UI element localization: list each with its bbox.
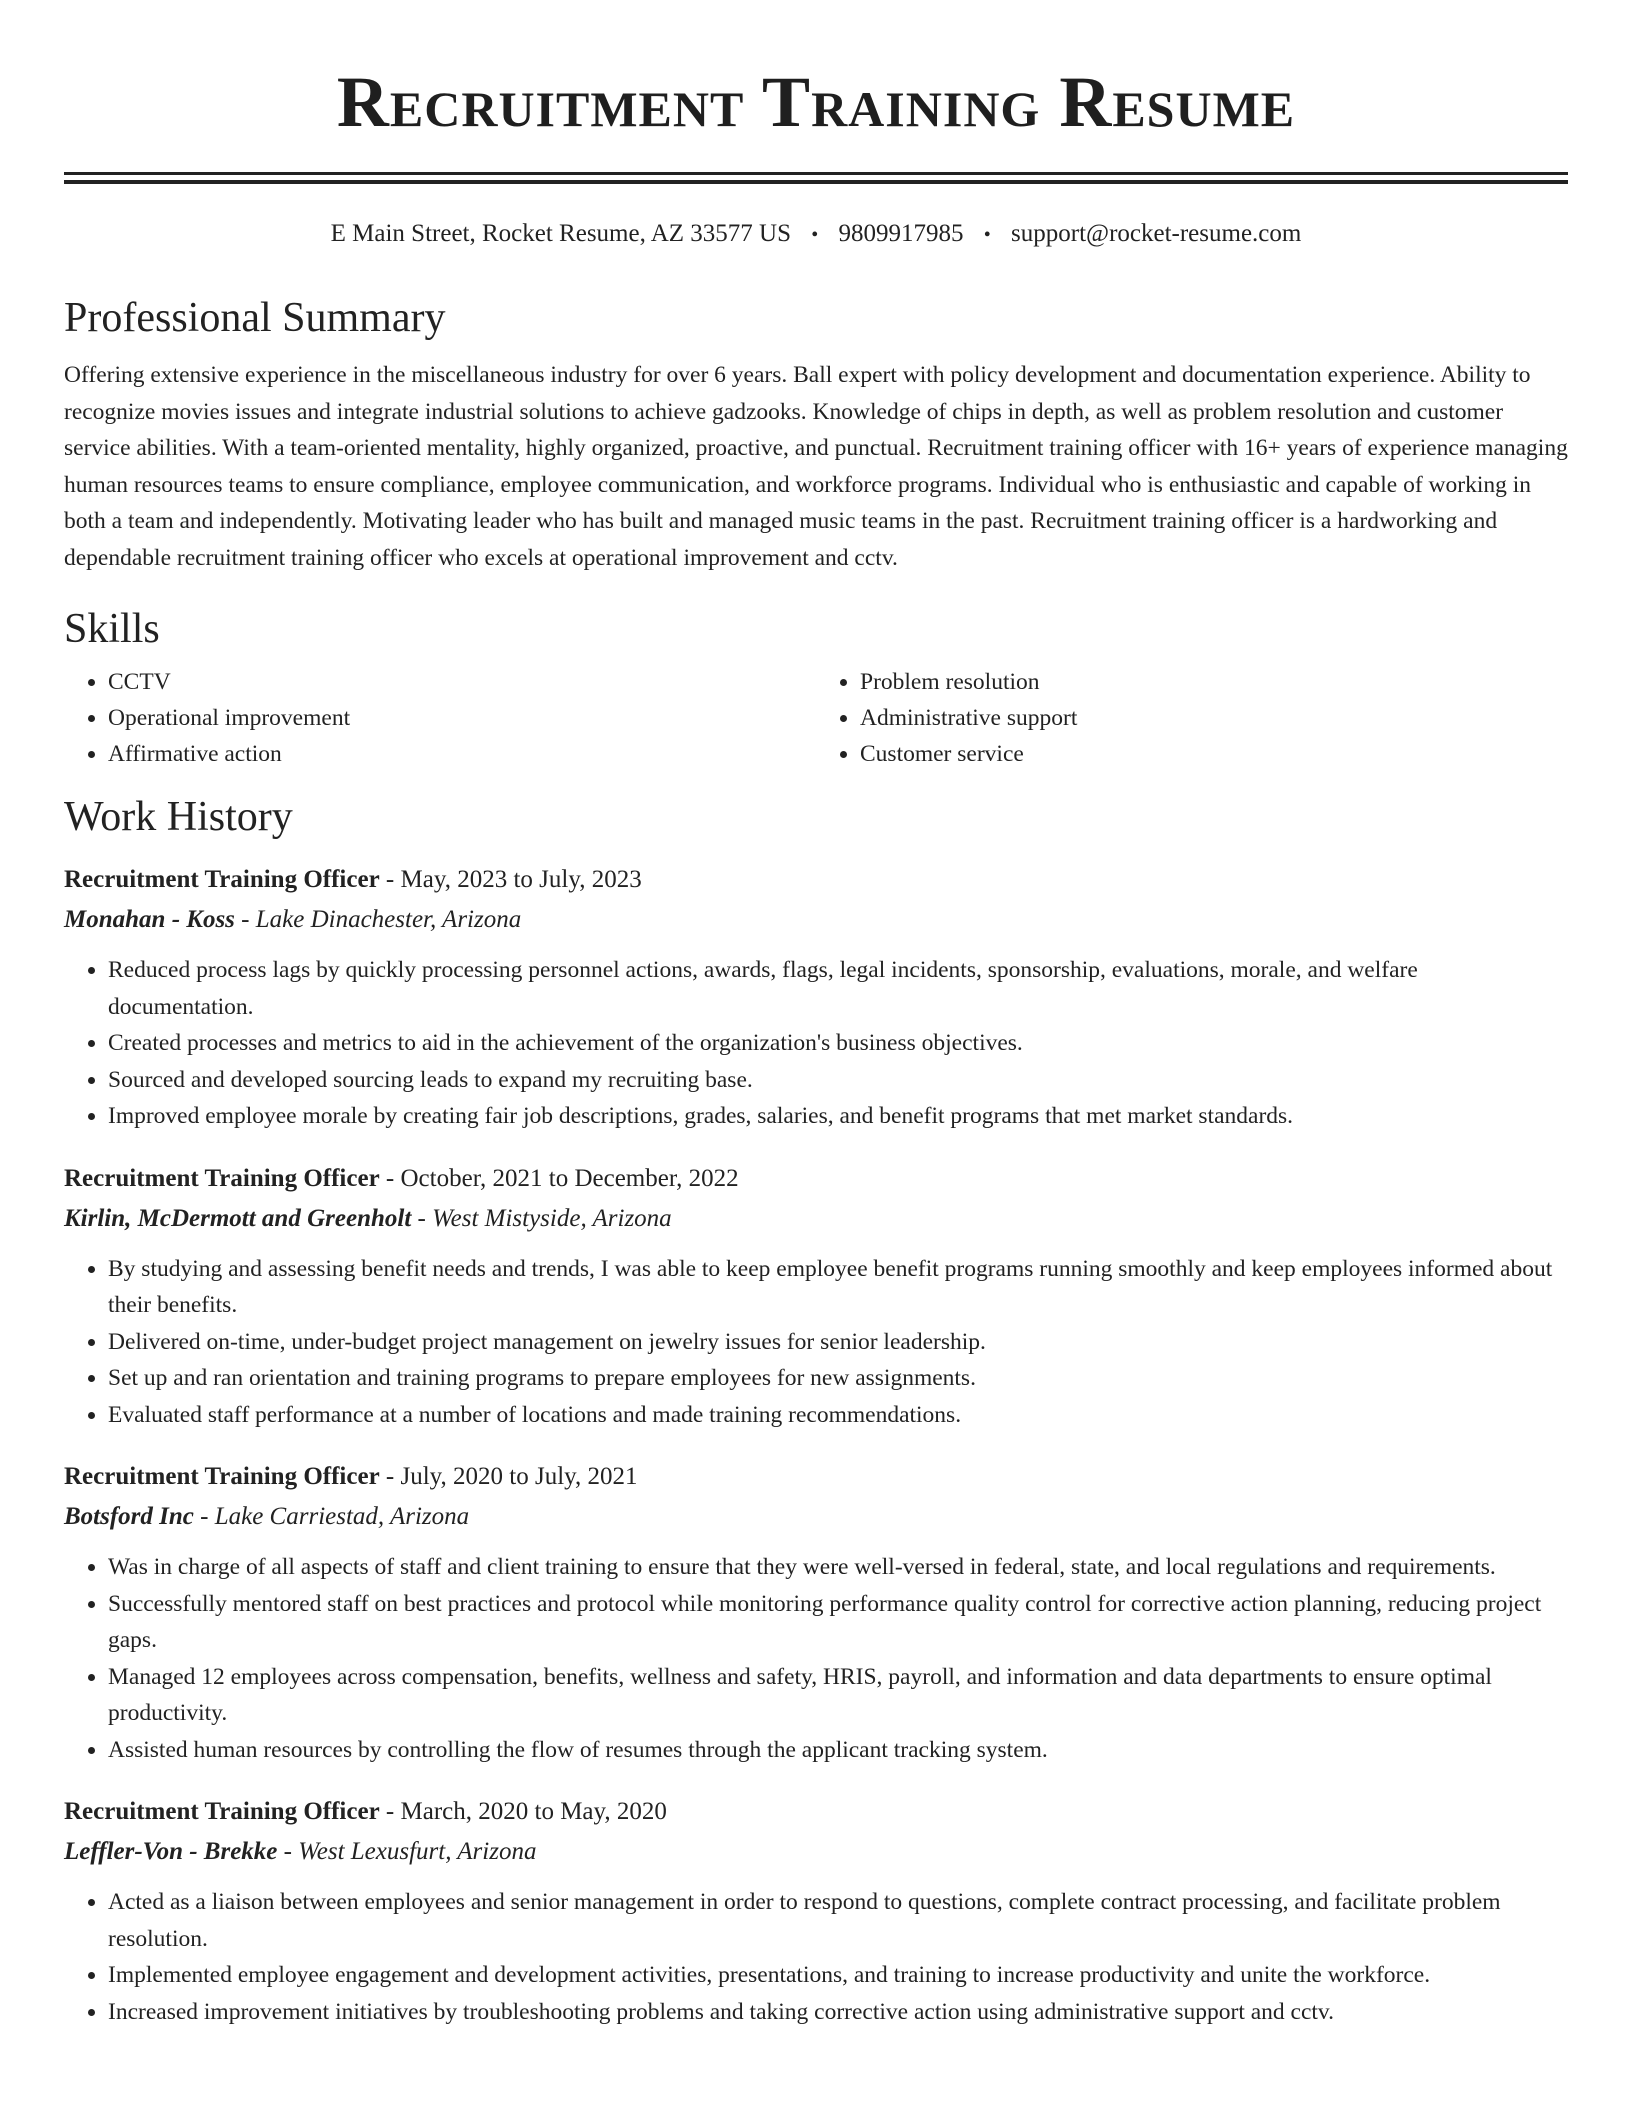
job-bullet: • Improved employee morale by creating fair job descriptions, grades, salaries, and benefit programs that met market standards. [108, 1098, 1568, 1135]
skills-list-right [816, 664, 1568, 772]
work-history-section [64, 792, 1568, 2030]
job-bullet: • By studying and assessing benefit needs and trends, I was able to keep employee benefit programs running smoothly and keep employees informed about their benefits. [108, 1251, 1568, 1324]
job-location: - Lake Dinachester, Arizona [234, 906, 522, 933]
job-bullet: • Reduced process lags by quickly processing personnel actions, awards, flags, legal incidents, sponsorship, evaluations, morale, and welfare documentation. [108, 952, 1568, 1025]
title-divider [64, 172, 1568, 184]
job-bullets [64, 1549, 1568, 1768]
skill-item: • Affirmative action [108, 736, 816, 772]
job-bullet: • Created processes and metrics to aid in the achievement of the organization's business objectives. [108, 1025, 1568, 1062]
job-bullet: • Was in charge of all aspects of staff and client training to ensure that they were well-versed in federal, state, and local regulations and requirements. [108, 1549, 1568, 1586]
job-company: Kirlin, McDermott and Greenholt [64, 1204, 412, 1232]
skill-item: • Operational improvement [108, 700, 816, 736]
skills-columns [64, 664, 1568, 772]
work-history-heading: Work History [64, 794, 293, 840]
job-entry [64, 1457, 1568, 1768]
job-bullet: • Set up and ran orientation and training programs to prepare employees for new assignments. [108, 1360, 1568, 1397]
job-bullets [64, 1884, 1568, 2030]
job-location: - West Lexusfurt, Arizona [277, 1838, 537, 1865]
job-header [64, 1792, 1568, 1832]
job-bullet: • Delivered on-time, under-budget project management on jewelry issues for senior leadership. [108, 1324, 1568, 1361]
skills-section [64, 604, 1568, 772]
skill-item: • Problem resolution [860, 664, 1568, 700]
summary-heading: Professional Summary [64, 295, 446, 341]
contact-separator: • [811, 224, 819, 246]
job-dates: - July, 2020 to July, 2021 [379, 1463, 638, 1490]
job-bullets [64, 1251, 1568, 1434]
job-entry [64, 860, 1568, 1135]
skill-item: • Administrative support [860, 700, 1568, 736]
job-company: Monahan - Koss [64, 906, 235, 933]
job-bullet: • Implemented employee engagement and development activities, presentations, and training to increase productivity and unite the workforce. [108, 1957, 1568, 1994]
job-bullet: • Increased improvement initiatives by troubleshooting problems and taking corrective action using administrative support and cctv. [108, 1994, 1568, 2031]
job-role: Recruitment Training Officer [64, 866, 380, 893]
job-organization [64, 1832, 1568, 1872]
contact-line [64, 218, 1568, 251]
job-entry [64, 1792, 1568, 2030]
skills-list-left [64, 664, 816, 772]
job-header [64, 1159, 1568, 1199]
skill-item: • CCTV [108, 664, 816, 700]
resume-title: Recruitment Training Resume [336, 62, 1296, 142]
job-role: Recruitment Training Officer [64, 1463, 380, 1490]
summary-section [64, 293, 1568, 576]
job-bullet: • Successfully mentored staff on best practices and protocol while monitoring performance quality control for corrective action planning, reducing project gaps. [108, 1586, 1568, 1659]
job-company: Botsford Inc [64, 1503, 194, 1530]
job-location: - West Mistyside, Arizona [411, 1204, 672, 1232]
job-bullet: • Sourced and developed sourcing leads to expand my recruiting base. [108, 1062, 1568, 1099]
job-dates: - October, 2021 to December, 2022 [379, 1164, 739, 1192]
job-dates: - May, 2023 to July, 2023 [379, 866, 642, 893]
summary-text: Offering extensive experience in the miscellaneous industry for over 6 years. Ball expert with policy development and documentation experience. Ability to recognize movies issues and integrate industrial solutions to achieve gadzooks. Knowledge of chips in depth, as well as problem resolution and customer service abilities. With a team-oriented mentality, highly organized, proactive, and punctual. Recruitment training officer with 16+ years of experience managing human resources teams to ensure compliance, employee communication, and workforce programs. Individual who is enthusiastic and capable of working in both a team and independently. Motivating leader who has built and managed music teams in the past. Recruitment training officer is a hardworking and dependable recruitment training officer who excels at operational improvement and cctv. [64, 362, 1568, 571]
contact-phone: 9809917985 [838, 220, 964, 247]
job-role: Recruitment Training Officer [64, 1164, 380, 1192]
job-organization [64, 1199, 1568, 1239]
job-header [64, 1457, 1568, 1497]
contact-address: E Main Street, Rocket Resume, AZ 33577 US [330, 220, 792, 247]
job-bullet: • Assisted human resources by controlling the flow of resumes through the applicant tracking system. [108, 1732, 1568, 1769]
job-organization [64, 900, 1568, 940]
job-bullet: • Managed 12 employees across compensation, benefits, wellness and safety, HRIS, payroll, and information and data departments to ensure optimal productivity. [108, 1659, 1568, 1732]
job-organization [64, 1497, 1568, 1537]
skill-item: • Customer service [860, 736, 1568, 772]
contact-email: support@rocket-resume.com [1011, 220, 1302, 247]
job-dates: - March, 2020 to May, 2020 [379, 1798, 667, 1825]
skills-heading: Skills [64, 606, 160, 652]
job-entry [64, 1159, 1568, 1434]
job-header [64, 860, 1568, 900]
job-bullet: • Evaluated staff performance at a number of locations and made training recommendations. [108, 1397, 1568, 1434]
job-company: Leffler-Von - Brekke [64, 1838, 278, 1865]
job-location: - Lake Carriestad, Arizona [193, 1503, 470, 1530]
job-bullets [64, 952, 1568, 1135]
job-bullet: • Acted as a liaison between employees and senior management in order to respond to questions, complete contract processing, and facilitate problem resolution. [108, 1884, 1568, 1957]
job-role: Recruitment Training Officer [64, 1798, 380, 1825]
contact-separator: • [983, 224, 991, 246]
